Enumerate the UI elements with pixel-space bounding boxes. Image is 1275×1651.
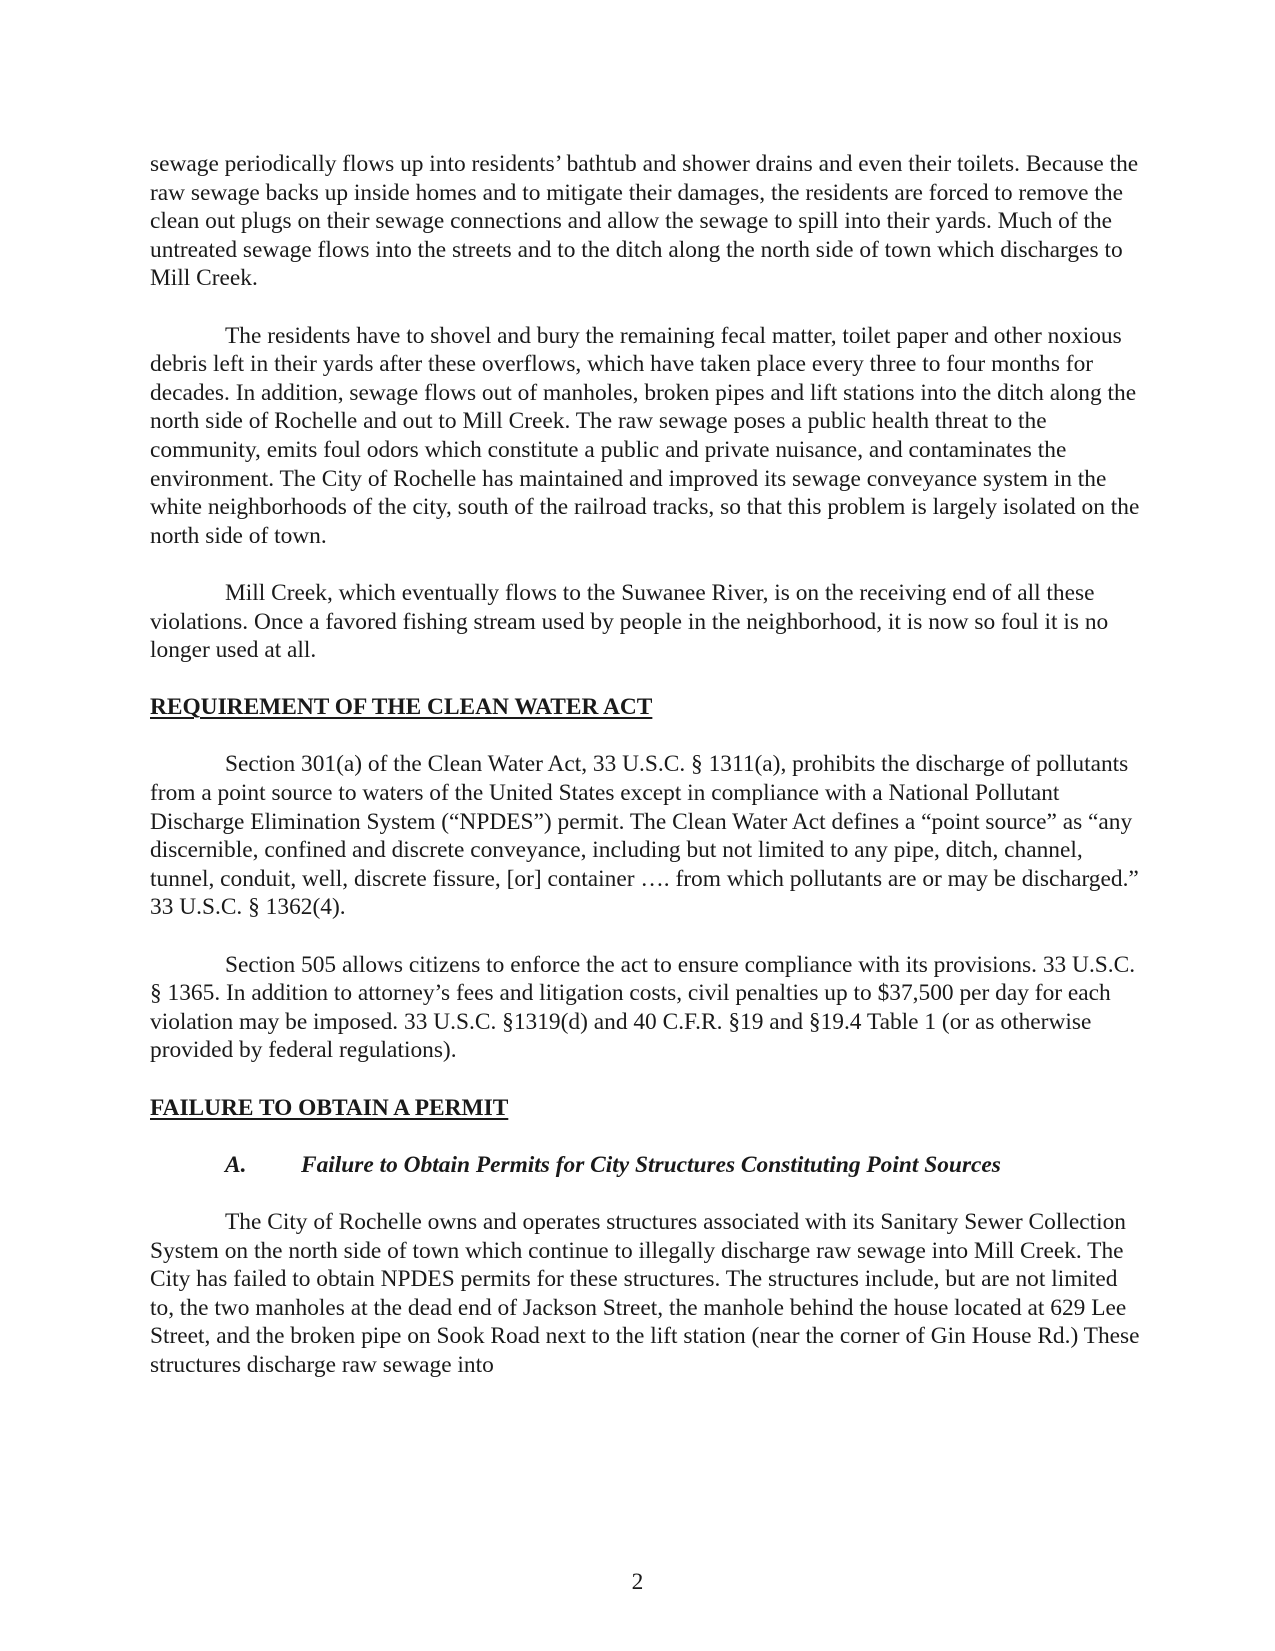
subheading-city-structures bbox=[150, 1151, 1140, 1180]
paragraph-city-structures: The City of Rochelle owns and operates structures associated with its Sanitary Sewer Collection System on the north side of town which continue to illegally discharge raw sewage into Mill Creek. The City has failed to obtain NPDES permits for these structures. The structures include, but are not limited to, the two manholes at the dead end of Jackson Street, the manhole behind the house located at 629 Lee Street, and the broken pipe on Sook Road next to the lift station (near the corner of Gin House Rd.) These structures discharge raw sewage into bbox=[150, 1208, 1140, 1378]
paragraph-section-301: Section 301(a) of the Clean Water Act, 33 U.S.C. § 1311(a), prohibits the discharge of pollutants from a point source to waters of the United States except in compliance with a National Pollutant Discharge Elimination System (“NPDES”) permit. The Clean Water Act defines a “point source” as “any discernible, confined and discrete conveyance, including but not limited to any pipe, ditch, channel, tunnel, conduit, well, discrete fissure, [or] container …. from which pollutants are or may be discharged.” 33 U.S.C. § 1362(4). bbox=[150, 751, 1139, 921]
paragraph-section-505: Section 505 allows citizens to enforce the act to ensure compliance with its provisions. 33 U.S.C. § 1365. In addition to attorney’s fees and litigation costs, civil penalties up to $37,500 per day for each violation may be imposed. 33 U.S.C. §1319(d) and 40 C.F.R. §19 and §19.4 Table 1 (or as otherwise provided by federal regulations). bbox=[150, 951, 1136, 1064]
subheading-marker: A. bbox=[225, 1151, 247, 1178]
paragraph-sewage-backup: sewage periodically flows up into residents’ bathtub and shower drains and even their toilets. Because the raw sewage backs up inside homes and to mitigate their damages, the residents are forced to remove the clean out plugs on their sewage connections and allow the sewage to spill into their yards. Much of the untreated sewage flows into the streets and to the ditch along the north side of town which discharges to Mill Creek. bbox=[150, 151, 1139, 292]
paragraph-mill-creek: Mill Creek, which eventually flows to the Suwanee River, is on the receiving end of all these violations. Once a favored fishing stream used by people in the neighborhood, it is now so foul it is no longer used at all. bbox=[150, 579, 1109, 664]
paragraph-residents-cleanup: The residents have to shovel and bury the remaining fecal matter, toilet paper and other noxious debris left in their yards after these overflows, which have taken place every three to four months for decades. In addition, sewage flows out of manholes, broken pipes and lift stations into the ditch along the north side of Rochelle and out to Mill Creek. The raw sewage poses a public health threat to the community, emits foul odors which constitute a public and private nuisance, and contaminates the environment. The City of Rochelle has maintained and improved its sewage conveyance system in the white neighborhoods of the city, south of the railroad tracks, so that this problem is largely isolated on the north side of town. bbox=[150, 322, 1140, 549]
heading-clean-water-act: REQUIREMENT OF THE CLEAN WATER ACT bbox=[150, 694, 653, 721]
heading-failure-permit: FAILURE TO OBTAIN A PERMIT bbox=[150, 1094, 509, 1121]
page-number: 2 bbox=[631, 1569, 644, 1595]
document-page bbox=[150, 150, 1140, 1408]
subheading-text: Failure to Obtain Permits for City Structures Constituting Point Sources bbox=[301, 1151, 1001, 1178]
